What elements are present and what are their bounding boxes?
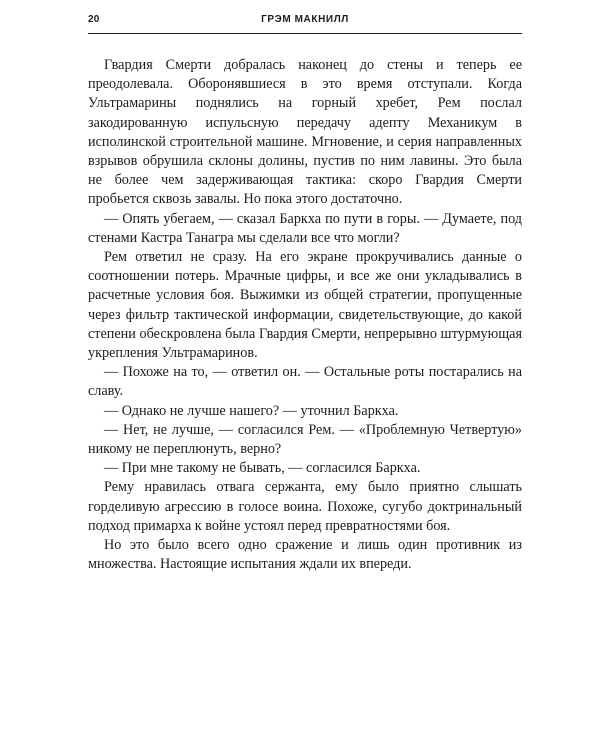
paragraph: Гвардия Смерти добралась наконец до стены и теперь ее преодолевала. Оборонявшиеся в это время отступали. Когда Ультрамарины поднялись на горный хребет, Рем послал закодированную испульсную передачу адепту Механикум в исполинской строительной машине. Мгновение, и серия направленных взрывов обрушила склоны долины, пустив по ним лавины. Это была не более чем задерживающая тактика: скоро Гвардия Смерти пробьется сквозь завалы. Но пока этого достаточно. bbox=[88, 57, 522, 208]
paragraph: Рем ответил не сразу. На его экране прокручивались данные о соотношении потерь. Мрачные цифры, и все же они укладывались в расчетные условия боя. Выжимки из общей стратегии, пропущенные через фильтр тактической информации, свидетельствующие, до какой степени обескровлена была Гвардия Смерти, непрерывно штурмующая укрепления Ультрамаринов. bbox=[88, 249, 522, 362]
header-rule bbox=[88, 33, 522, 34]
paragraph: — Опять убегаем, — сказал Баркха по пути в горы. — Думаете, под стенами Кастра Танагра мы сделали все что могли? bbox=[88, 210, 522, 246]
paragraph: — Похоже на то, — ответил он. — Остальные роты постарались на славу. bbox=[88, 364, 522, 400]
paragraph: Рему нравилась отвага сержанта, ему было приятно слышать горделивую агрессию в голосе воина. Похоже, сугубо доктринальный подход примарха к войне устоял перед превратностями боя. bbox=[88, 479, 522, 534]
paragraph: — Нет, не лучше, — согласился Рем. — «Проблемную Четвертую» никому не переплюнуть, верно? bbox=[88, 421, 522, 458]
paragraph: — При мне такому не бывать, — согласился Баркха. bbox=[104, 460, 421, 477]
paragraph: Но это было всего одно сражение и лишь один противник из множества. Настоящие испытания ждали их впереди. bbox=[88, 537, 522, 573]
running-head-author: ГРЭМ МАКНИЛЛ bbox=[261, 14, 349, 25]
page-header bbox=[88, 14, 522, 34]
body-text bbox=[88, 56, 522, 574]
paragraph: — Однако не лучше нашего? — уточнил Баркха. bbox=[104, 402, 399, 419]
page-number: 20 bbox=[88, 14, 100, 25]
